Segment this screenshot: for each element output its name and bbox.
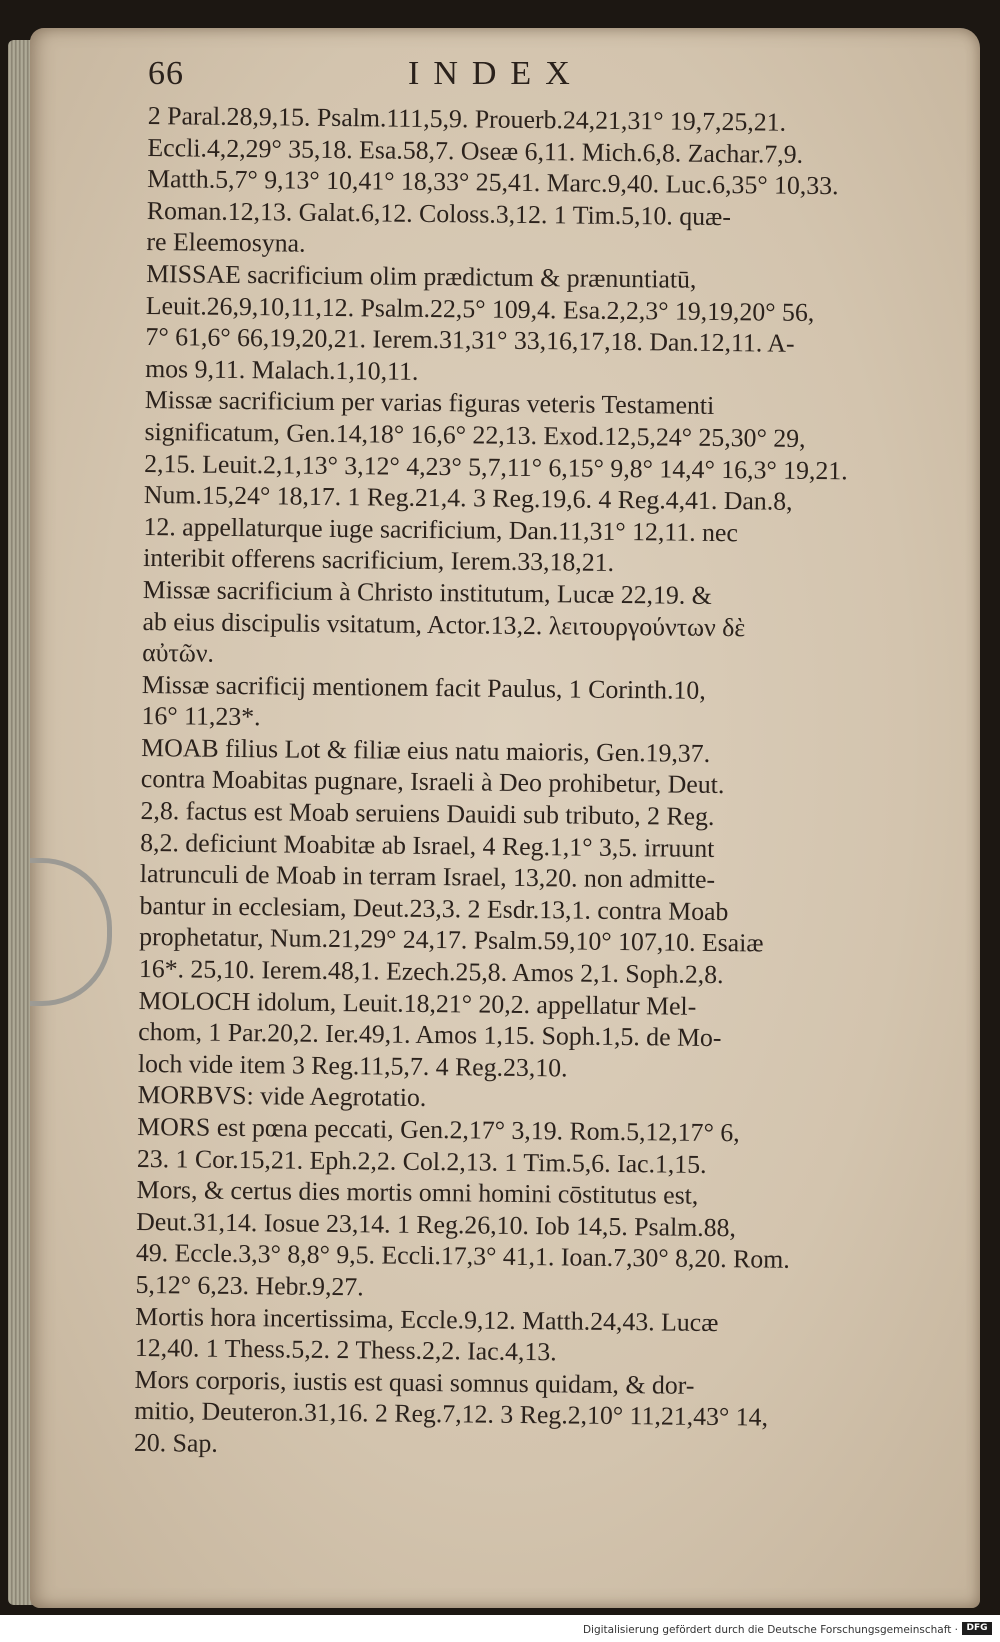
text-line: 49. Eccle.3,3° 8,8° 9,5. Eccli.17,3° 41,1. Ioan.7,30° 8,20. Rom. xyxy=(135,1238,790,1275)
text-line: chom, 1 Par.20,2. Ier.49,1. Amos 1,15. Soph.1,5. de Mo- xyxy=(138,1017,722,1053)
text-line: mitio, Deuteron.31,16. 2 Reg.7,12. 3 Reg.2,10° 11,21,43° 14, xyxy=(134,1396,769,1432)
text-line: 8,2. deficiunt Moabitæ ab Israel, 4 Reg.1,1° 3,5. irruunt xyxy=(140,827,715,863)
text-line: Missæ sacrificium à Christo institutum, Lucæ 22,19. & xyxy=(142,574,712,610)
text-line: 16° 11,23*. xyxy=(141,701,261,732)
text-line: loch vide item 3 Reg.11,5,7. 4 Reg.23,10. xyxy=(137,1048,568,1083)
text-line: Matth.5,7° 9,13° 10,41° 18,33° 25,41. Marc.9,40. Luc.6,35° 10,33. xyxy=(147,164,839,201)
text-line: bantur in ecclesiam, Deut.23,3. 2 Esdr.13,1. contra Moab xyxy=(139,890,729,926)
footer-credit: Digitalisierung gefördert durch die Deutsche Forschungsgemeinschaft · xyxy=(582,1624,958,1636)
text-line: 12. appellaturque iuge sacrificium, Dan.11,31° 12,11. nec xyxy=(143,511,739,547)
text-line: 20. Sap. xyxy=(133,1427,218,1458)
text-line: ab eius discipulis vsitatum, Actor.13,2. λειτουργούντων δὲ xyxy=(142,606,746,642)
text-line: MOLOCH idolum, Leuit.18,21° 20,2. appellatur Mel- xyxy=(138,985,697,1021)
text-line: 2,8. factus est Moab seruiens Dauidi sub tributo, 2 Reg. xyxy=(140,796,715,832)
text-line: 7° 61,6° 66,19,20,21. Ierem.31,31° 33,16,17,18. Dan.12,11. A- xyxy=(145,322,795,358)
text-line: Roman.12,13. Galat.6,12. Coloss.3,12. 1 Tim.5,10. quæ- xyxy=(146,195,732,231)
text-line: 23. 1 Cor.15,21. Eph.2,2. Col.2,13. 1 Tim.5,6. Iac.1,15. xyxy=(136,1143,707,1179)
text-line: 12,40. 1 Thess.5,2. 2 Thess.2,2. Iac.4,13. xyxy=(134,1333,557,1367)
text-line: significatum, Gen.14,18° 16,6° 22,13. Exod.12,5,24° 25,30° 29, xyxy=(144,416,806,453)
page-header xyxy=(148,52,888,96)
text-line: contra Moabitas pugnare, Israeli à Deo prohibetur, Deut. xyxy=(140,764,725,800)
text-line: Leuit.26,9,10,11,12. Psalm.22,5° 109,4. Esa.2,2,3° 19,19,20° 56, xyxy=(145,290,815,327)
index-text xyxy=(134,100,870,1466)
text-line: Missæ sacrificium per varias figuras veteris Testamenti xyxy=(144,385,715,421)
running-head: INDEX xyxy=(408,55,584,92)
text-line: MORS est pœna peccati, Gen.2,17° 3,19. Rom.5,12,17° 6, xyxy=(137,1111,740,1148)
text-line: latrunculi de Moab in terram Israel, 13,20. non admitte- xyxy=(139,859,716,895)
text-line: Eccli.4,2,29° 35,18. Esa.58,7. Oseæ 6,11. Mich.6,8. Zachar.7,9. xyxy=(147,132,804,169)
text-line: Mors, & certus dies mortis omni homini cōstitutus est, xyxy=(136,1175,699,1211)
text-line: 5,12° 6,23. Hebr.9,27. xyxy=(135,1269,364,1302)
text-line: MISSAE sacrificium olim prædictum & prænuntiatū, xyxy=(146,258,697,294)
text-line: 16*. 25,10. Ierem.48,1. Ezech.25,8. Amos 2,1. Soph.2,8. xyxy=(138,953,724,990)
dfg-logo: DFG xyxy=(962,1622,992,1635)
text-line: MOAB filius Lot & filiæ eius natu maioris, Gen.19,37. xyxy=(141,732,711,768)
text-line: 2,15. Leuit.2,1,13° 3,12° 4,23° 5,7,11° 6,15° 9,8° 14,4° 16,3° 19,21. xyxy=(144,448,848,485)
text-line: 2 Paral.28,9,15. Psalm.111,5,9. Prouerb.24,21,31° 19,7,25,21. xyxy=(147,100,787,137)
page-clip xyxy=(30,858,112,1006)
text-line: MORBVS: vide Aegrotatio. xyxy=(137,1080,427,1113)
text-line: Num.15,24° 18,17. 1 Reg.21,4. 3 Reg.19,6. 4 Reg.4,41. Dan.8, xyxy=(143,480,793,516)
text-line: prophetatur, Num.21,29° 24,17. Psalm.59,10° 107,10. Esaiæ xyxy=(139,922,764,958)
text-line: Deut.31,14. Iosue 23,14. 1 Reg.26,10. Iob 14,5. Psalm.88, xyxy=(136,1206,737,1242)
text-line: interibit offerens sacrificium, Ierem.33,18,21. xyxy=(143,543,615,578)
text-line: Missæ sacrificij mentionem facit Paulus, 1 Corinth.10, xyxy=(141,669,706,705)
text-line: mos 9,11. Malach.1,10,11. xyxy=(145,353,419,386)
text-line: αὐτῶν. xyxy=(142,638,215,668)
page-number: 66 xyxy=(148,55,184,92)
text-line: Mors corporis, iustis est quasi somnus quidam, & dor- xyxy=(134,1364,695,1400)
text-line: Mortis hora incertissima, Eccle.9,12. Matth.24,43. Lucæ xyxy=(135,1301,719,1337)
text-line: re Eleemosyna. xyxy=(146,227,306,259)
